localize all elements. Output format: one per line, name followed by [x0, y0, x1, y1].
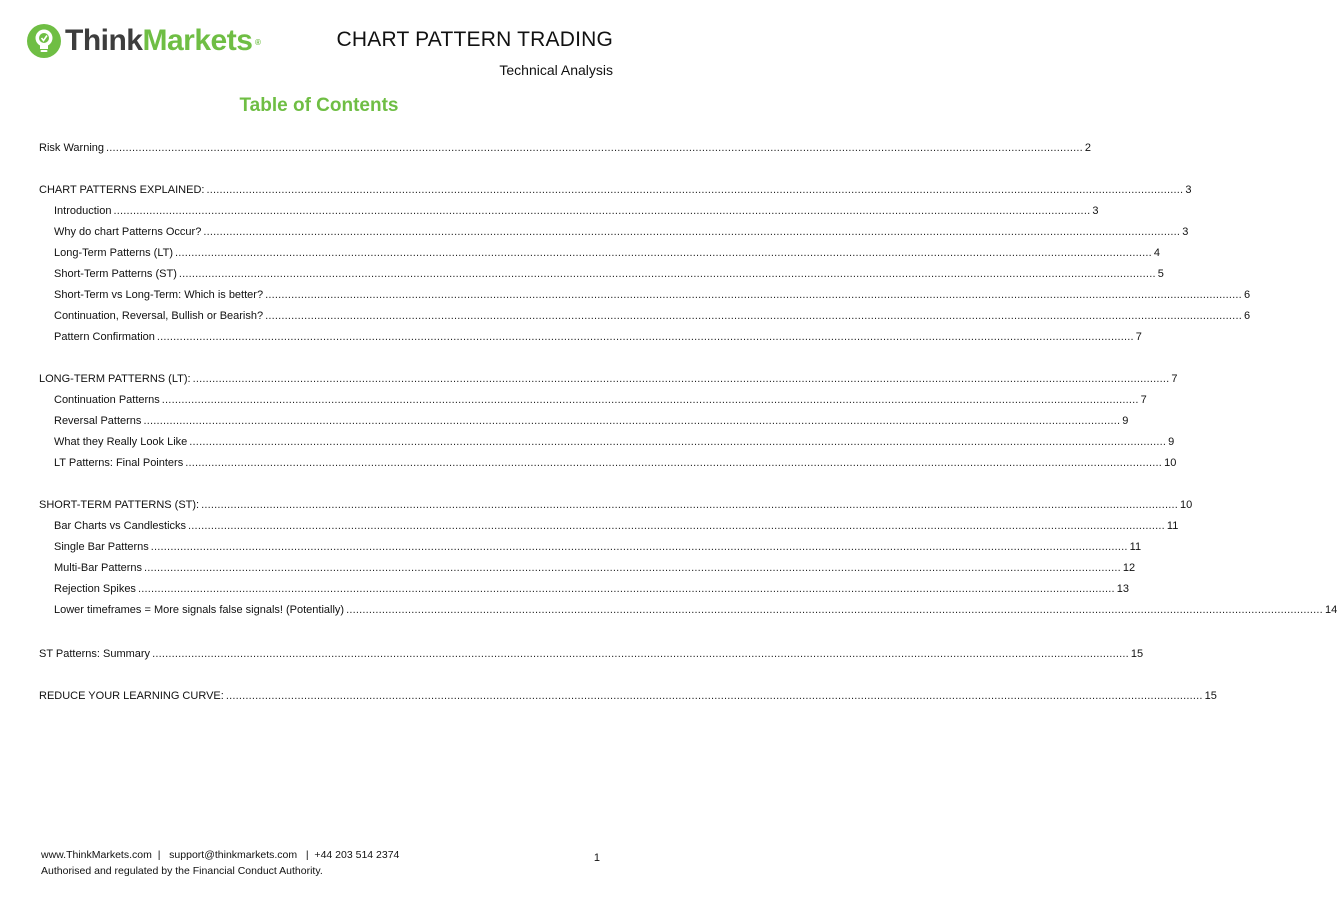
- toc-entry-chart-patterns-explained[interactable]: [39, 182, 1192, 198]
- toc-leader-dots: ............................................................................................................................................................................................................................................................................................................: [152, 648, 1129, 660]
- toc-entry-reduce-learning-curve[interactable]: [39, 688, 1217, 704]
- toc-leader-dots: ............................................................................................................................................................................................................................................................................................................: [161, 394, 1139, 406]
- toc-leader-dots: ............................................................................................................................................................................................................................................................................................................: [178, 268, 1156, 280]
- toc-leader-dots: ............................................................................................................................................................................................................................................................................................................: [106, 142, 1083, 154]
- toc-entry-page: 10: [1164, 457, 1177, 469]
- toc-entry-title: Reversal Patterns: [54, 415, 142, 427]
- toc-entry-title: REDUCE YOUR LEARNING CURVE:: [39, 690, 224, 702]
- toc-entry-why-patterns-occur[interactable]: [54, 224, 1189, 240]
- toc-entry-continuation-reversal[interactable]: [54, 308, 1251, 324]
- toc-leader-dots: ............................................................................................................................................................................................................................................................................................................: [113, 205, 1091, 217]
- toc-leader-dots: ............................................................................................................................................................................................................................................................................................................: [175, 247, 1152, 259]
- toc-entry-page: 10: [1179, 499, 1193, 511]
- toc-entry-title: SHORT-TERM PATTERNS (ST):: [39, 499, 200, 511]
- thinkmarkets-logo: [26, 21, 261, 61]
- toc-entry-page: 7: [1140, 394, 1147, 406]
- page-number: 1: [593, 852, 600, 864]
- toc-entry-title: What they Really Look Like: [54, 436, 188, 448]
- document-title: CHART PATTERN TRADING: [336, 28, 613, 51]
- toc-entry-bar-vs-candlesticks[interactable]: [54, 518, 1179, 534]
- toc-entry-st-summary[interactable]: [39, 646, 1144, 662]
- toc-entry-page: 3: [1185, 184, 1192, 196]
- toc-leader-dots: ............................................................................................................................................................................................................................................................................................................: [150, 541, 1128, 553]
- toc-entry-title: Multi-Bar Patterns: [54, 562, 143, 574]
- toc-leader-dots: ............................................................................................................................................................................................................................................................................................................: [265, 310, 1242, 322]
- toc-entry-page: 14: [1324, 604, 1337, 616]
- toc-leader-dots: ............................................................................................................................................................................................................................................................................................................: [137, 583, 1115, 595]
- toc-entry-title: Short-Term Patterns (ST): [54, 268, 177, 280]
- toc-entry-title: Introduction: [54, 205, 112, 217]
- toc-entry-title: Continuation, Reversal, Bullish or Bearish?: [54, 310, 264, 322]
- toc-entry-lt-final-pointers[interactable]: [54, 455, 1177, 471]
- toc-entry-short-vs-long[interactable]: [54, 287, 1251, 303]
- toc-entry-title: Bar Charts vs Candlesticks: [54, 520, 187, 532]
- toc-entry-page: 3: [1182, 226, 1189, 238]
- toc-leader-dots: ............................................................................................................................................................................................................................................................................................................: [201, 499, 1178, 511]
- toc-entry-short-term-patterns-section[interactable]: [39, 497, 1193, 513]
- toc-leader-dots: ............................................................................................................................................................................................................................................................................................................: [188, 520, 1165, 532]
- toc-entry-continuation-patterns[interactable]: [54, 392, 1147, 408]
- page-footer: [41, 847, 399, 879]
- toc-entry-page: 12: [1122, 562, 1136, 574]
- toc-entry-page: 13: [1116, 583, 1130, 595]
- toc-entry-title: Long-Term Patterns (LT): [54, 247, 174, 259]
- toc-entry-rejection-spikes[interactable]: [54, 581, 1130, 597]
- toc-entry-page: 9: [1168, 436, 1175, 448]
- toc-leader-dots: ............................................................................................................................................................................................................................................................................................................: [203, 226, 1181, 238]
- toc-entry-page: 6: [1243, 310, 1251, 322]
- toc-entry-title: Single Bar Patterns: [54, 541, 149, 553]
- toc-entry-single-bar-patterns[interactable]: [54, 539, 1142, 555]
- toc-entry-risk-warning[interactable]: [39, 140, 1091, 156]
- toc-entry-page: 7: [1171, 373, 1178, 385]
- toc-entry-reversal-patterns[interactable]: [54, 413, 1129, 429]
- toc-leader-dots: ............................................................................................................................................................................................................................................................................................................: [192, 373, 1170, 385]
- toc-entry-long-term-patterns-section[interactable]: [39, 371, 1178, 387]
- toc-entry-page: 11: [1129, 541, 1142, 553]
- toc-heading: Table of Contents: [239, 95, 399, 116]
- toc-entry-page: 2: [1084, 142, 1091, 154]
- toc-leader-dots: ............................................................................................................................................................................................................................................................................................................: [144, 562, 1121, 574]
- toc-leader-dots: ............................................................................................................................................................................................................................................................................................................: [143, 415, 1121, 427]
- toc-leader-dots: ............................................................................................................................................................................................................................................................................................................: [189, 436, 1167, 448]
- logo-markets-text: Markets: [142, 24, 253, 57]
- toc-entry-title: Risk Warning: [39, 142, 104, 154]
- toc-entry-title: Why do chart Patterns Occur?: [54, 226, 202, 238]
- toc-entry-title: Rejection Spikes: [54, 583, 136, 595]
- toc-entry-multi-bar-patterns[interactable]: [54, 560, 1136, 576]
- toc-entry-title: ST Patterns: Summary: [39, 648, 151, 660]
- toc-entry-title: Short-Term vs Long-Term: Which is better?: [54, 289, 264, 301]
- toc-entry-long-term-patterns[interactable]: [54, 245, 1160, 261]
- toc-entry-title: LT Patterns: Final Pointers: [54, 457, 184, 469]
- footer-contact-line: www.ThinkMarkets.com | support@thinkmarkets.com | +44 203 514 2374: [41, 849, 400, 861]
- toc-leader-dots: ............................................................................................................................................................................................................................................................................................................: [265, 289, 1242, 301]
- toc-entry-short-term-patterns[interactable]: [54, 266, 1164, 282]
- toc-entry-page: 15: [1130, 648, 1144, 660]
- toc-entry-introduction[interactable]: [54, 203, 1099, 219]
- toc-entry-page: 6: [1243, 289, 1251, 301]
- toc-leader-dots: ............................................................................................................................................................................................................................................................................................................: [206, 184, 1184, 196]
- footer-regulation-line: Authorised and regulated by the Financial Conduct Authority.: [41, 865, 323, 877]
- toc-leader-dots: ............................................................................................................................................................................................................................................................................................................: [185, 457, 1163, 469]
- toc-entry-title: Lower timeframes = More signals false signals! (Potentially): [54, 604, 345, 616]
- toc-leader-dots: ............................................................................................................................................................................................................................................................................................................: [156, 331, 1134, 343]
- toc-entry-pattern-confirmation[interactable]: [54, 329, 1142, 345]
- toc-entry-title: CHART PATTERNS EXPLAINED:: [39, 184, 205, 196]
- toc-entry-page: 9: [1122, 415, 1129, 427]
- logo-wordmark: [65, 23, 261, 59]
- toc-leader-dots: ............................................................................................................................................................................................................................................................................................................: [346, 604, 1323, 616]
- toc-entry-page: 11: [1166, 520, 1179, 532]
- toc-leader-dots: ............................................................................................................................................................................................................................................................................................................: [225, 690, 1203, 702]
- toc-entry-page: 7: [1135, 331, 1142, 343]
- toc-entry-page: 5: [1157, 268, 1164, 280]
- toc-entry-title: LONG-TERM PATTERNS (LT):: [39, 373, 191, 385]
- toc-entry-title: Continuation Patterns: [54, 394, 160, 406]
- registered-mark: ®: [255, 38, 261, 47]
- toc-entry-page: 4: [1153, 247, 1160, 259]
- toc-entry-what-they-look-like[interactable]: [54, 434, 1175, 450]
- toc-entry-page: 15: [1204, 690, 1217, 702]
- toc-entry-lower-timeframes[interactable]: [54, 602, 1337, 618]
- toc-entry-page: 3: [1092, 205, 1099, 217]
- toc-entry-title: Pattern Confirmation: [54, 331, 155, 343]
- lightbulb-logo-icon: [26, 23, 62, 59]
- document-subtitle: Technical Analysis: [499, 62, 613, 78]
- logo-think-text: Think: [65, 24, 143, 57]
